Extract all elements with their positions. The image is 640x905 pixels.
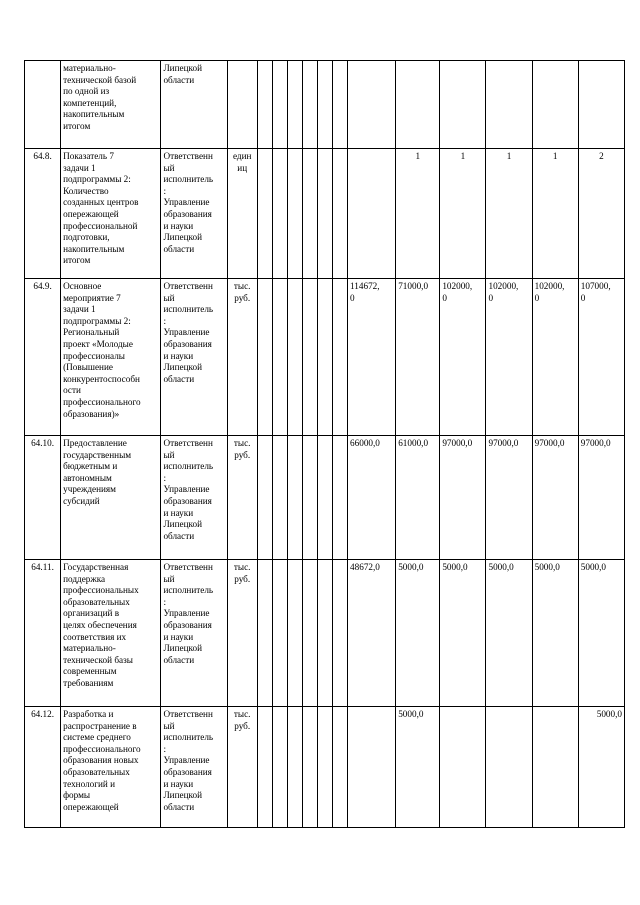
- table-row: [25, 149, 625, 279]
- value-2020: 5000,0: [396, 560, 440, 707]
- unit-of-measure: [227, 61, 257, 149]
- row-number: 64.9.: [25, 279, 61, 436]
- empty-cell: [287, 279, 302, 436]
- empty-cell: [317, 61, 332, 149]
- indicator-name: Разработка и распространение в системе среднего профессионального образования новых образовательных технологий и формы опережающей: [61, 707, 161, 828]
- value-2021: 102000, 0: [440, 279, 486, 436]
- empty-cell: [257, 560, 272, 707]
- value-2024: 5000,0: [578, 707, 624, 828]
- empty-cell: [257, 149, 272, 279]
- value-2024: 5000,0: [578, 560, 624, 707]
- empty-cell: [287, 436, 302, 560]
- value-2022: 1: [486, 149, 532, 279]
- value-2021: 5000,0: [440, 560, 486, 707]
- value-2020: 5000,0: [396, 707, 440, 828]
- value-2022: 97000,0: [486, 436, 532, 560]
- table-row: [25, 707, 625, 828]
- program-table: [24, 60, 625, 828]
- row-number: [25, 61, 61, 149]
- value-2022: 5000,0: [486, 560, 532, 707]
- value-2021: 1: [440, 149, 486, 279]
- empty-cell: [302, 560, 317, 707]
- responsible-executor: Ответственн ый исполнитель : Управление образования и науки Липецкой области: [161, 560, 227, 707]
- value-2021: 97000,0: [440, 436, 486, 560]
- indicator-name: Показатель 7 задачи 1 подпрограммы 2: Количество созданных центров опережающей профессиональной подготовки, накопительным итогом: [61, 149, 161, 279]
- table-row: [25, 61, 625, 149]
- empty-cell: [302, 279, 317, 436]
- empty-cell: [302, 436, 317, 560]
- value-2021: [440, 707, 486, 828]
- empty-cell: [332, 61, 347, 149]
- responsible-executor: Ответственн ый исполнитель : Управление образования и науки Липецкой области: [161, 279, 227, 436]
- empty-cell: [272, 707, 287, 828]
- table-row: [25, 560, 625, 707]
- value-2019: 66000,0: [348, 436, 396, 560]
- value-2020: [396, 61, 440, 149]
- responsible-executor: Ответственн ый исполнитель : Управление образования и науки Липецкой области: [161, 707, 227, 828]
- unit-of-measure: тыс. руб.: [227, 707, 257, 828]
- value-2020: 1: [396, 149, 440, 279]
- value-2020: 61000,0: [396, 436, 440, 560]
- empty-cell: [317, 436, 332, 560]
- empty-cell: [332, 436, 347, 560]
- empty-cell: [302, 707, 317, 828]
- empty-cell: [272, 149, 287, 279]
- row-number: 64.10.: [25, 436, 61, 560]
- value-2023: 97000,0: [532, 436, 578, 560]
- empty-cell: [287, 560, 302, 707]
- empty-cell: [317, 560, 332, 707]
- row-number: 64.8.: [25, 149, 61, 279]
- empty-cell: [302, 61, 317, 149]
- value-2019: 48672,0: [348, 560, 396, 707]
- responsible-executor: Ответственн ый исполнитель : Управление образования и науки Липецкой области: [161, 149, 227, 279]
- value-2023: [532, 707, 578, 828]
- value-2022: [486, 707, 532, 828]
- empty-cell: [287, 61, 302, 149]
- empty-cell: [272, 61, 287, 149]
- empty-cell: [332, 149, 347, 279]
- empty-cell: [317, 279, 332, 436]
- empty-cell: [272, 436, 287, 560]
- empty-cell: [287, 149, 302, 279]
- indicator-name: Государственная поддержка профессиональных образовательных организаций в целях обеспечения соответствия их материально- технической базы современным требованиям: [61, 560, 161, 707]
- empty-cell: [257, 436, 272, 560]
- empty-cell: [272, 279, 287, 436]
- table-row: [25, 279, 625, 436]
- table-row: [25, 436, 625, 560]
- value-2023: 5000,0: [532, 560, 578, 707]
- empty-cell: [257, 61, 272, 149]
- value-2023: 102000, 0: [532, 279, 578, 436]
- indicator-name: Основное мероприятие 7 задачи 1 подпрограммы 2: Региональный проект «Молодые профессионалы (Повышение конкурентоспособн ости профессионального образования)»: [61, 279, 161, 436]
- value-2024: 107000, 0: [578, 279, 624, 436]
- row-number: 64.12.: [25, 707, 61, 828]
- value-2019: [348, 707, 396, 828]
- empty-cell: [302, 149, 317, 279]
- unit-of-measure: тыс. руб.: [227, 560, 257, 707]
- empty-cell: [257, 707, 272, 828]
- value-2024: 97000,0: [578, 436, 624, 560]
- empty-cell: [272, 560, 287, 707]
- indicator-name: материально- технической базой по одной из компетенций, накопительным итогом: [61, 61, 161, 149]
- empty-cell: [332, 560, 347, 707]
- indicator-name: Предоставление государственным бюджетным и автономным учреждениям субсидий: [61, 436, 161, 560]
- value-2022: [486, 61, 532, 149]
- value-2023: [532, 61, 578, 149]
- value-2019: [348, 61, 396, 149]
- empty-cell: [332, 707, 347, 828]
- value-2024: 2: [578, 149, 624, 279]
- responsible-executor: Ответственн ый исполнитель : Управление образования и науки Липецкой области: [161, 436, 227, 560]
- value-2022: 102000, 0: [486, 279, 532, 436]
- empty-cell: [317, 707, 332, 828]
- unit-of-measure: един иц: [227, 149, 257, 279]
- empty-cell: [332, 279, 347, 436]
- unit-of-measure: тыс. руб.: [227, 279, 257, 436]
- empty-cell: [287, 707, 302, 828]
- empty-cell: [257, 279, 272, 436]
- value-2023: 1: [532, 149, 578, 279]
- value-2024: [578, 61, 624, 149]
- value-2019: [348, 149, 396, 279]
- value-2021: [440, 61, 486, 149]
- responsible-executor: Липецкой области: [161, 61, 227, 149]
- value-2019: 114672, 0: [348, 279, 396, 436]
- row-number: 64.11.: [25, 560, 61, 707]
- unit-of-measure: тыс. руб.: [227, 436, 257, 560]
- value-2020: 71000,0: [396, 279, 440, 436]
- empty-cell: [317, 149, 332, 279]
